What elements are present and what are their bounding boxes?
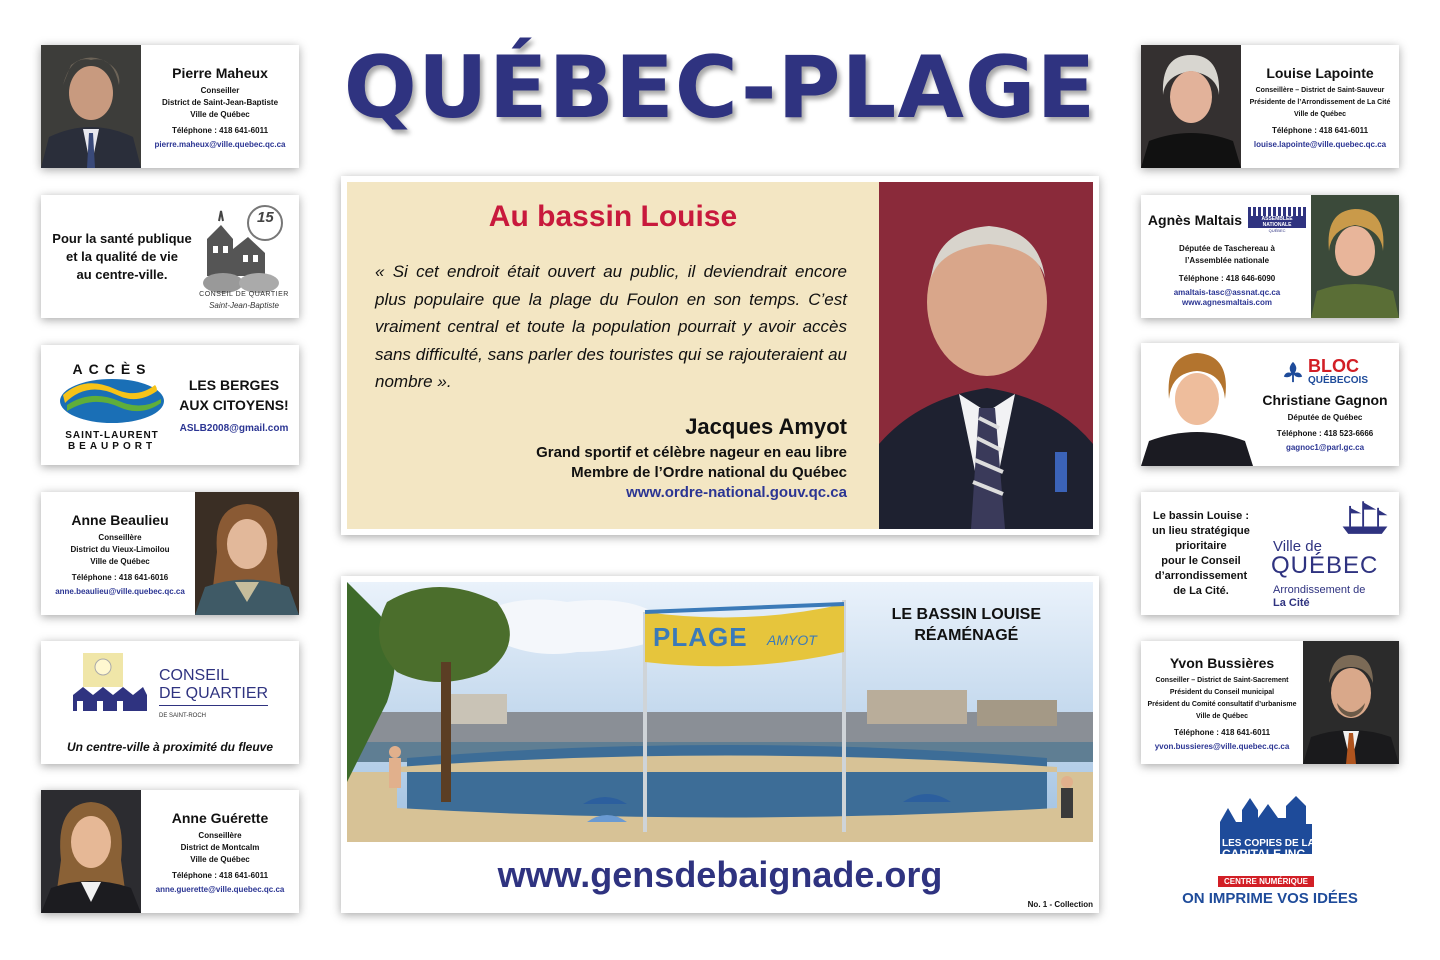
card-yvon-bussieres <box>1141 641 1399 764</box>
assemblee-nationale-logo <box>1248 207 1306 233</box>
logo-text: DE QUARTIER <box>159 685 269 702</box>
logo-text: QUÉBECOIS <box>1307 375 1368 386</box>
role: Conseillère <box>198 830 242 840</box>
role: Président du Conseil municipal <box>1169 688 1275 696</box>
phone: Téléphone : 418 523-6666 <box>1276 429 1374 438</box>
role: l’Assemblée nationale <box>1184 256 1270 265</box>
email-link[interactable]: anne.beaulieu@ville.quebec.qc.ca <box>55 586 185 596</box>
portrait-photo <box>1311 195 1399 318</box>
name: Louise Lapointe <box>1266 64 1374 81</box>
card-ville-de-quebec <box>1141 492 1399 615</box>
collection-label: No. 1 - Collection <box>1027 900 1093 909</box>
slogan: ON IMPRIME VOS IDÉES <box>1182 890 1358 907</box>
fleur-de-lys-icon <box>1282 360 1304 384</box>
page-title: QUÉBEC-PLAGE <box>343 38 1097 138</box>
card-anne-guerette <box>41 790 299 913</box>
logo-text: La Cité <box>1273 597 1310 609</box>
role: Conseiller – District de Saint-Sacrement <box>1155 676 1289 684</box>
saint-roch-logo <box>69 651 149 715</box>
logo-text: SAINT-LAURENT <box>65 430 159 441</box>
name: Anne Beaulieu <box>71 511 169 528</box>
quote-card <box>341 176 1099 535</box>
card-louise-lapointe <box>1141 45 1399 168</box>
card-pierre-maheux <box>41 45 299 168</box>
text-line: prioritaire <box>1175 539 1227 552</box>
logo-text: QUÉBEC <box>1271 552 1379 579</box>
email-link[interactable]: pierre.maheux@ville.quebec.qc.ca <box>154 139 286 149</box>
name: Pierre Maheux <box>172 64 268 81</box>
district: District de Montcalm <box>180 842 260 852</box>
role: Conseillère <box>98 532 142 542</box>
ship-icon <box>1337 500 1393 538</box>
card-agnes-maltais <box>1141 195 1399 318</box>
beach-image <box>347 582 1093 842</box>
logo-text: Ville de <box>1273 538 1322 555</box>
text-line: un lieu stratégique <box>1152 524 1250 537</box>
anniversary-number: 15 <box>257 209 274 226</box>
author-role: Grand sportif et célèbre nageur en eau libre <box>536 444 847 461</box>
card-acces-saint-laurent <box>41 345 299 465</box>
portrait-photo <box>195 492 299 615</box>
card-anne-beaulieu <box>41 492 299 615</box>
district: District du Vieux-Limoilou <box>70 544 170 554</box>
quote-text: « Si cet endroit était ouvert au public, il deviendrait encore plus populaire que la plage du Foulon en son temps. C’est vraiment central et toute la population pourrait y avoir accès sans difficulté, sans parler des touristes qui se rajouteraient au nombre ». <box>375 262 847 391</box>
conseil-quartier-logo <box>193 201 295 313</box>
website-link[interactable]: www.agnesmaltais.com <box>1182 298 1272 307</box>
banner-text: PLAGE <box>653 622 748 652</box>
slogan-line: au centre-ville. <box>76 266 168 282</box>
text-line: pour le Conseil <box>1161 554 1241 567</box>
phone: Téléphone : 418 641-6011 <box>171 870 269 880</box>
slogan-line: Pour la santé publique <box>52 230 192 246</box>
caption: RÉAMÉNAGÉ <box>914 627 1019 644</box>
website-link[interactable]: www.ordre-national.gouv.qc.ca <box>626 484 847 501</box>
author-role: Membre de l’Ordre national du Québec <box>571 464 847 481</box>
email-link[interactable]: ASLB2008@gmail.com <box>179 422 289 434</box>
website-link[interactable]: www.gensdebaignade.org <box>497 854 943 895</box>
wave-logo-icon <box>57 377 167 425</box>
portrait-photo <box>1303 641 1399 764</box>
headline: AUX CITOYENS! <box>179 396 289 413</box>
portrait-photo <box>1141 343 1253 466</box>
email-link[interactable]: gagnoc1@parl.gc.ca <box>1285 443 1365 452</box>
caption: LE BASSIN LOUISE <box>891 606 1041 623</box>
jacques-amyot-photo <box>879 182 1093 529</box>
slogan: Un centre-ville à proximité du fleuve <box>66 740 274 754</box>
email-link[interactable]: louise.lapointe@ville.quebec.qc.ca <box>1253 139 1387 149</box>
role: Président du Comité consultatif d’urbanisme <box>1147 700 1297 708</box>
logo-text: LES COPIES DE LA <box>1222 838 1315 849</box>
portrait-photo <box>1141 45 1241 168</box>
email-link[interactable]: yvon.bussieres@ville.quebec.qc.ca <box>1154 741 1290 751</box>
quote-author: Jacques Amyot <box>685 414 847 439</box>
logo-text: Arrondissement de <box>1273 584 1366 596</box>
copies-capitale-logo <box>1170 792 1370 914</box>
card-christiane-gagnon <box>1141 343 1399 466</box>
portrait-photo <box>41 790 141 913</box>
logo-text: ACCÈS <box>72 361 152 377</box>
city: Ville de Québec <box>1195 712 1248 720</box>
portrait-photo <box>41 45 141 168</box>
logo-text: DE SAINT-ROCH <box>159 705 268 725</box>
quote-heading: Au bassin Louise <box>488 200 738 233</box>
slogan-line: et la qualité de vie <box>66 248 178 264</box>
card-conseil-saint-roch <box>41 641 299 764</box>
name: Yvon Bussières <box>1169 654 1275 671</box>
acces-logo <box>57 361 167 451</box>
name: Agnès Maltais <box>1147 212 1243 228</box>
email-link[interactable]: amaltais-tasc@assnat.qc.ca <box>1173 288 1281 297</box>
logo-text: QUÉBEC <box>1268 228 1286 233</box>
district: District de Saint-Jean-Baptiste <box>161 97 279 107</box>
role: Conseillère – District de Saint-Sauveur <box>1255 86 1385 94</box>
email-link[interactable]: anne.guerette@ville.quebec.qc.ca <box>155 884 285 894</box>
city: Ville de Québec <box>90 556 150 566</box>
card-sante-publique <box>41 195 299 318</box>
text-line: Le bassin Louise : <box>1153 509 1249 522</box>
logo-text: CONSEIL <box>159 667 230 684</box>
logo-text: BLOC <box>1307 356 1359 376</box>
phone: Téléphone : 418 641-6011 <box>1271 125 1369 135</box>
bloc-quebecois-logo <box>1282 357 1368 386</box>
beach-card <box>341 576 1099 913</box>
phone: Téléphone : 418 641-6016 <box>71 572 169 582</box>
text-line: d’arrondissement <box>1154 569 1248 582</box>
logo-text: BEAUPORT <box>67 441 157 452</box>
logo-text: CONSEIL DE QUARTIER <box>199 291 289 298</box>
city: Ville de Québec <box>190 854 250 864</box>
text-line: de La Cité. <box>1173 584 1229 597</box>
role: Députée de Taschereau à <box>1179 244 1275 253</box>
city: Ville de Québec <box>190 109 250 119</box>
banner-text: AMYOT <box>767 632 817 648</box>
logo-text: CAPITALE INC. <box>1222 847 1309 861</box>
phone: Téléphone : 418 641-6011 <box>171 125 269 135</box>
role: Présidente de l’Arrondissement de La Cité <box>1249 98 1391 106</box>
name: Christiane Gagnon <box>1262 392 1388 408</box>
people-houses-icon <box>69 651 149 715</box>
headline: LES BERGES <box>188 376 280 393</box>
logo-text: ASSEMBLÉE NATIONALE <box>1248 216 1306 228</box>
role: Députée de Québec <box>1287 413 1363 422</box>
phone: Téléphone : 418 641-6011 <box>1173 727 1271 737</box>
role: Conseiller <box>200 85 240 95</box>
city: Ville de Québec <box>1293 110 1346 118</box>
logo-text: CENTRE NUMÉRIQUE <box>1218 876 1314 887</box>
logo-text: Saint-Jean-Baptiste <box>209 301 279 310</box>
phone: Téléphone : 418 646-6090 <box>1178 274 1276 283</box>
name: Anne Guérette <box>171 809 269 826</box>
ville-de-quebec-logo <box>1271 500 1395 610</box>
